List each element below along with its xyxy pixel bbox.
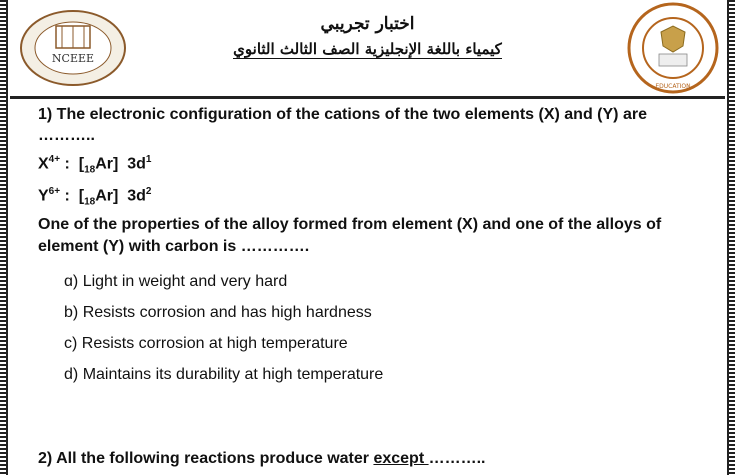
question-2-text: 2) All the following reactions produce water except ……….. bbox=[38, 450, 486, 467]
question-1-prompt: One of the properties of the alloy formed from element (X) and one of the alloys of element (Y) with carbon is …………. bbox=[38, 216, 662, 255]
answer-options bbox=[64, 266, 707, 390]
ministry-logo bbox=[627, 2, 719, 94]
svg-text:EDUCATION: EDUCATION bbox=[655, 83, 691, 90]
page-border-right bbox=[727, 0, 735, 475]
option-c[interactable]: c) Resists corrosion at high temperature bbox=[64, 335, 348, 352]
question-1-text: 1) The electronic configuration of the cations of the two elements (X) and (Y) are ……….. bbox=[38, 106, 647, 144]
exam-header bbox=[10, 0, 725, 99]
exam-title: اختبار تجريبي bbox=[320, 14, 415, 34]
question-1 bbox=[38, 104, 707, 390]
option-a[interactable]: ɑ) Light in weight and very hard bbox=[64, 273, 288, 290]
config-x: $X^{4+}$ : $[_{18}Ar]$ $3d^1$ bbox=[38, 154, 152, 176]
option-d[interactable]: d) Maintains its durability at high temperature bbox=[64, 366, 384, 383]
option-b[interactable]: b) Resists corrosion and has high hardness bbox=[64, 304, 372, 321]
config-y: $Y^{6+}$ : $[_{18}Ar]$ $3d^2$ bbox=[38, 186, 152, 208]
page-border-left bbox=[0, 0, 8, 475]
exam-subtitle: كيمياء باللغة الإنجليزية الصف الثالث الثانوي bbox=[233, 40, 502, 58]
svg-text:NCEEE: NCEEE bbox=[51, 52, 95, 65]
